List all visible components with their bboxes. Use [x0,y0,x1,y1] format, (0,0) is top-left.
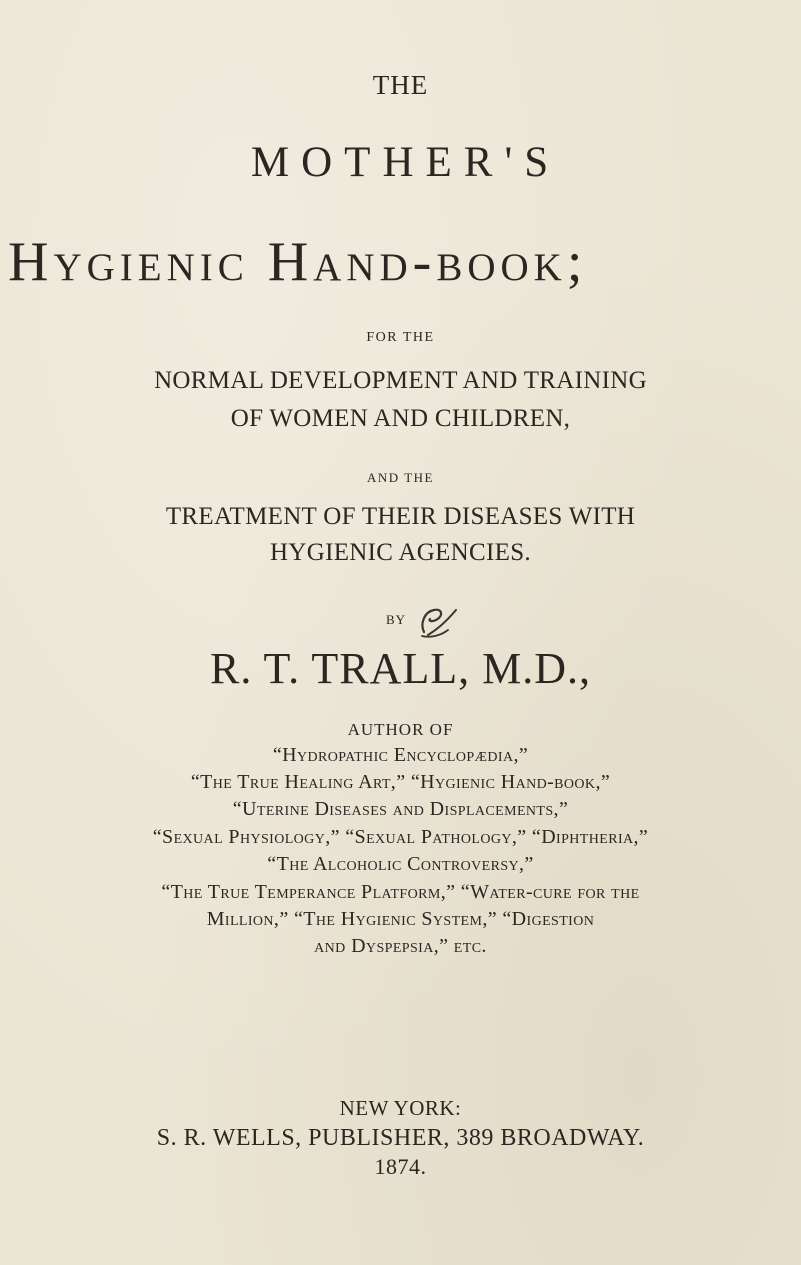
works-line: “Sexual Physiology,” “Sexual Pathology,” “Diphtheria,” [152,826,649,848]
subtitle-line-2: OF WOMEN AND CHILDREN, [230,405,571,432]
works-line: “The True Temperance Platform,” “Water-cure for the [161,881,640,903]
subtitle-line-4: HYGIENIC AGENCIES. [270,539,531,566]
title-main: Hygienic Hand-book; [8,231,588,293]
subtitle-for-the: FOR THE [366,330,435,345]
works-line: “The Alcoholic Controversy,” [267,853,534,875]
title-the: THE [372,70,429,100]
by-label: BY [386,612,407,627]
works-line: “Hydropathic Encyclopædia,” [272,744,529,766]
handwritten-signature-icon [414,602,464,642]
works-line: “The True Healing Art,” “Hygienic Hand-book,” [190,771,611,793]
works-line: and Dyspepsia,” etc. [314,935,487,957]
subtitle-line-3: TREATMENT OF THEIR DISEASES WITH [165,503,636,530]
subtitle-line-1: NORMAL DEVELOPMENT AND TRAINING [154,367,647,394]
author-of-heading: AUTHOR OF [347,720,454,739]
title-mothers: MOTHER'S [250,139,561,186]
works-line: “Uterine Diseases and Displacements,” [232,798,569,820]
imprint-publisher: S. R. WELLS, PUBLISHER, 389 BROADWAY. [156,1125,645,1151]
author-name: R. T. TRALL, M.D., [209,644,592,693]
subtitle-and-the: AND THE [367,470,434,485]
imprint-city: NEW YORK: [339,1096,462,1120]
works-line: Million,” “The Hygienic System,” “Digestion [206,908,595,930]
imprint-year: 1874. [374,1154,427,1179]
